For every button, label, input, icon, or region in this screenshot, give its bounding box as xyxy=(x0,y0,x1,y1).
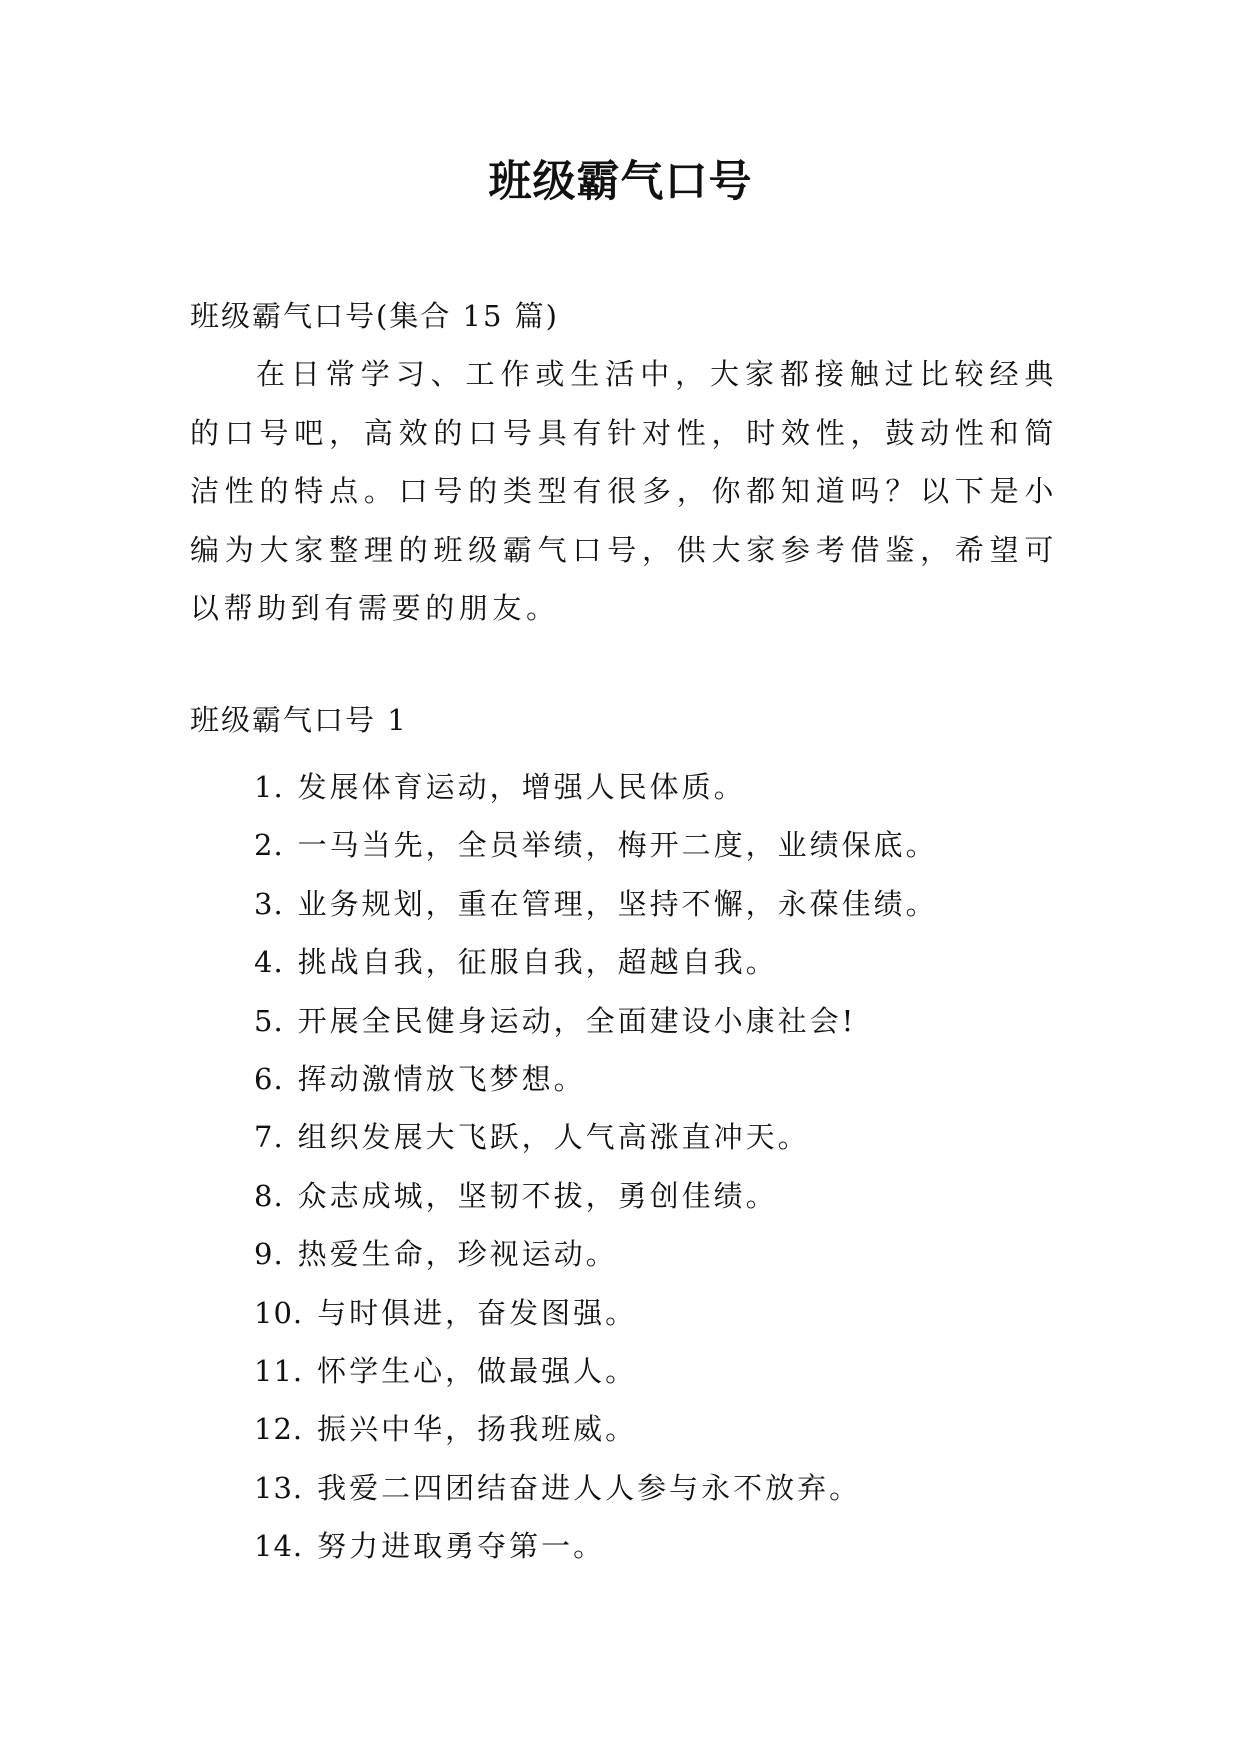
slogan-item xyxy=(254,1342,938,1400)
slogan-number: 8. xyxy=(254,1178,284,1213)
slogan-text: 发展体育运动，增强人民体质。 xyxy=(297,770,746,804)
slogan-item xyxy=(254,816,938,874)
document-title: 班级霸气口号 xyxy=(488,157,753,207)
section-heading: 班级霸气口号 1 xyxy=(190,703,408,737)
slogan-number: 11. xyxy=(254,1354,304,1389)
slogan-text: 振兴中华，扬我班威。 xyxy=(317,1412,638,1447)
slogan-number: 6. xyxy=(254,1062,284,1097)
slogan-list xyxy=(254,758,938,1576)
slogan-number: 5. xyxy=(254,1003,284,1038)
slogan-number: 13. xyxy=(254,1470,304,1505)
slogan-text: 组织发展大飞跃，人气高涨直冲天。 xyxy=(297,1120,810,1155)
slogan-number: 1. xyxy=(254,770,284,804)
slogan-number: 3. xyxy=(254,886,284,921)
slogan-item xyxy=(254,758,938,816)
slogan-text: 业务规划，重在管理，坚持不懈，永葆佳绩。 xyxy=(297,886,938,921)
slogan-item xyxy=(254,933,938,991)
slogan-text: 努力进取勇夺第一。 xyxy=(317,1529,606,1564)
slogan-number: 4. xyxy=(254,945,284,980)
slogan-text: 怀学生心，做最强人。 xyxy=(317,1354,638,1389)
slogan-text: 热爱生命，珍视运动。 xyxy=(297,1237,618,1272)
slogan-text: 我爱二四团结奋进人人参与永不放弃。 xyxy=(317,1470,862,1505)
slogan-item xyxy=(254,875,938,933)
intro-paragraph: 在日常学习、工作或生活中，大家都接触过比较经典的口号吧，高效的口号具有针对性，时效性，鼓动性和简洁性的特点。口号的类型有很多，你都知道吗？以下是小编为大家整理的班级霸气口号，供大家参考借鉴，希望可以帮助到有需要的朋友。 xyxy=(190,357,1058,625)
slogan-item xyxy=(254,1517,938,1575)
slogan-text: 挑战自我，征服自我，超越自我。 xyxy=(297,945,778,980)
slogan-number: 14. xyxy=(254,1529,304,1564)
slogan-text: 一马当先，全员举绩，梅开二度，业绩保底。 xyxy=(297,828,938,863)
slogan-item xyxy=(254,1108,938,1166)
slogan-number: 10. xyxy=(254,1295,304,1330)
document-subtitle: 班级霸气口号(集合 15 篇) xyxy=(190,299,559,333)
slogan-text: 与时俱进，奋发图强。 xyxy=(317,1295,638,1330)
slogan-number: 7. xyxy=(254,1120,284,1155)
slogan-number: 12. xyxy=(254,1412,304,1447)
slogan-item xyxy=(254,1225,938,1283)
slogan-item xyxy=(254,1459,938,1517)
slogan-number: 9. xyxy=(254,1237,284,1272)
slogan-item xyxy=(254,1050,938,1108)
slogan-text: 众志成城，坚韧不拔，勇创佳绩。 xyxy=(297,1178,778,1213)
slogan-item xyxy=(254,1167,938,1225)
slogan-item xyxy=(254,1284,938,1342)
slogan-text: 开展全民健身运动，全面建设小康社会! xyxy=(297,1003,857,1038)
slogan-item xyxy=(254,1400,938,1458)
slogan-number: 2. xyxy=(254,828,284,863)
slogan-item xyxy=(254,992,938,1050)
slogan-text: 挥动激情放飞梦想。 xyxy=(297,1062,586,1097)
